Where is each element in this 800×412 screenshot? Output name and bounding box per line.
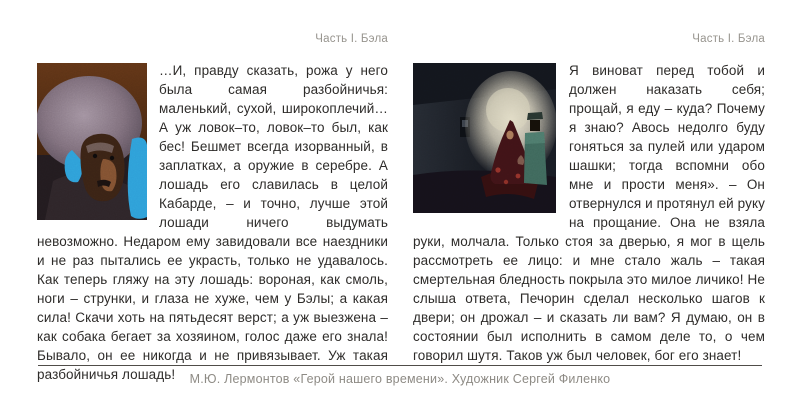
bela-pechorin-farewell-illustration bbox=[413, 63, 556, 213]
right-page-body bbox=[413, 61, 765, 365]
right-page-header: Часть I. Бэла bbox=[692, 33, 765, 45]
kazbich-portrait-illustration bbox=[37, 63, 147, 220]
left-page bbox=[37, 33, 388, 384]
footer-caption: М.Ю. Лермонтов «Герой нашего времени». Художник Сергей Филенко bbox=[189, 372, 611, 386]
right-page-text: Я виноват перед тобой и должен наказать себя; прощай, я еду – куда? Почему я знаю? Авось недолго буду гоняться за пулей или ударом шашки; тогда вспомни обо мне и прости меня». – Он отвернулся и протянул ей руку на прощание. Она не взяла руки, молчала. Только стоя за дверью, я мог в щель рассмотреть ее лицо: и мне стало жаль – такая смертельная бледность покрыла это милое личико! Не слыша ответа, Печорин сделал несколько шагов к двери; он дрожал – и сказать ли вам? Я думаю, он в состоянии был исполнить в самом деле то, о чем говорил шутя. Таков уж был человек, бог его знает! bbox=[413, 63, 765, 363]
left-page-body bbox=[37, 61, 388, 384]
footer-divider bbox=[38, 365, 762, 366]
left-page-text: …И, правду сказать, рожа у него была самая разбойничья: маленький, сухой, широкоплечий… А уж ловок–то, ловок–то был, как бес! Бешмет всегда изорванный, в заплатках, а оружие в серебре. А лошадь его славилась в целой Кабарде, – и точно, лучше этой лошади ничего выдумать невозможно. Недаром ему завидовали все наездники и не раз пытались ее украсть, только не удавалось. Как теперь гляжу на эту лошадь: вороная, как смоль, ноги – струнки, и глаза не хуже, чем у Бэлы; а какая сила! Скачи хоть на пятьдесят верст; а уж выезжена – как собака бегает за хозяином, голос даже его знала! Бывало, он ее никогда и не привязывает. Уж такая разбойничья лошадь! bbox=[37, 63, 388, 382]
right-page bbox=[413, 33, 765, 365]
left-page-header: Часть I. Бэла bbox=[315, 33, 388, 45]
